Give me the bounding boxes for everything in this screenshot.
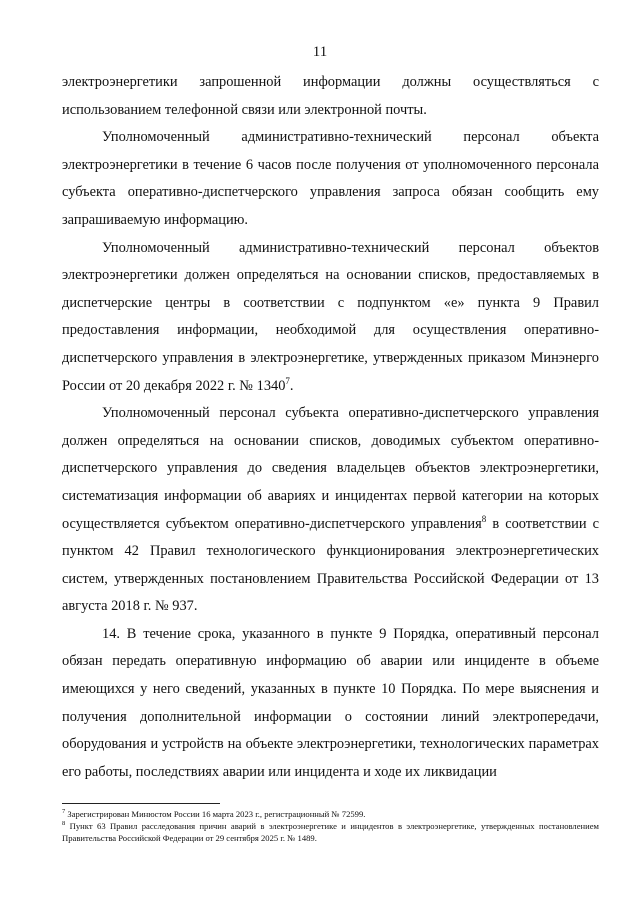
page-number: 11 bbox=[312, 44, 328, 60]
footnote-ref-8[interactable]: 8 bbox=[481, 513, 487, 524]
paragraph-text-tail: в соответствии с пунктом 42 Правил технологического функционирования электроэнергетических систем, утвержденных постановлением Правительства Российской Федерации от 13 августа 2018 г. № 937. bbox=[62, 515, 599, 615]
paragraph-text: Уполномоченный административно-технический персонал объектов электроэнергетики должен определяться на основании списков, предоставляемых в диспетчерские центры в соответствии с подпунктом «е» пункта 9 Правил предоставления информации, необходимой для осуществления оперативно-диспетчерского управления в электроэнергетике, утвержденных приказом Минэнерго России от 20 декабря 2022 г. № 1340 bbox=[62, 239, 599, 394]
paragraph-text: 14. В течение срока, указанного в пункте 9 Порядка, оперативный персонал обязан передать оперативную информацию об аварии или инциденте в объеме имеющихся у него сведений, указанных в пункте 10 Порядка. По мере выяснения и получения дополнительной информации о состоянии линий электропередачи, оборудования и устройств на объекте электроэнергетики, технологических параметрах его работы, последствиях аварии или инцидента и ходе их ликвидации bbox=[62, 625, 599, 780]
paragraph-continuation bbox=[62, 69, 599, 124]
footnote-divider bbox=[62, 803, 220, 804]
footnote-text: Пункт 63 Правил расследования причин аварий в электроэнергетике и инцидентов в электроэнергетике, утвержденных постановлением Правительства Российской Федерации от 29 сентября 2025 г. № 1489. bbox=[62, 821, 599, 844]
paragraph-object-personnel bbox=[62, 124, 599, 234]
footnote-ref-7[interactable]: 7 bbox=[285, 375, 290, 386]
footnote-number: 8 bbox=[62, 820, 66, 828]
footnotes bbox=[62, 808, 599, 845]
body-text bbox=[62, 69, 599, 786]
paragraph-text: электроэнергетики запрошенной информации должны осуществляться с использованием телефонной связи или электронной почты. bbox=[62, 74, 599, 118]
paragraph-item-14 bbox=[62, 621, 599, 787]
paragraph-text: Уполномоченный административно-технический персонал объекта электроэнергетики в течение 6 часов после получения от уполномоченного персонала субъекта оперативно-диспетчерского управления запроса обязан сообщить ему запрашиваемую информацию. bbox=[62, 129, 599, 228]
paragraph-text-tail: . bbox=[289, 377, 294, 394]
footnote-8 bbox=[62, 820, 599, 844]
paragraph-dispatch-personnel bbox=[62, 400, 599, 621]
paragraph-text: Уполномоченный персонал субъекта оперативно-диспетчерского управления должен определяться на основании списков, доводимых субъектом оперативно-диспетчерского управления до сведения владельцев объектов электроэнергетики, систематизация информации об авариях и инцидентах первой категории на которых осуществляется субъектом оперативно-диспетчерского управления bbox=[62, 405, 599, 532]
footnote-number: 7 bbox=[62, 808, 66, 816]
footnote-7 bbox=[62, 808, 599, 820]
paragraph-object-lists bbox=[62, 235, 599, 401]
footnote-text: Зарегистрирован Минюстом России 16 марта 2023 г., регистрационный № 72599. bbox=[65, 809, 366, 819]
